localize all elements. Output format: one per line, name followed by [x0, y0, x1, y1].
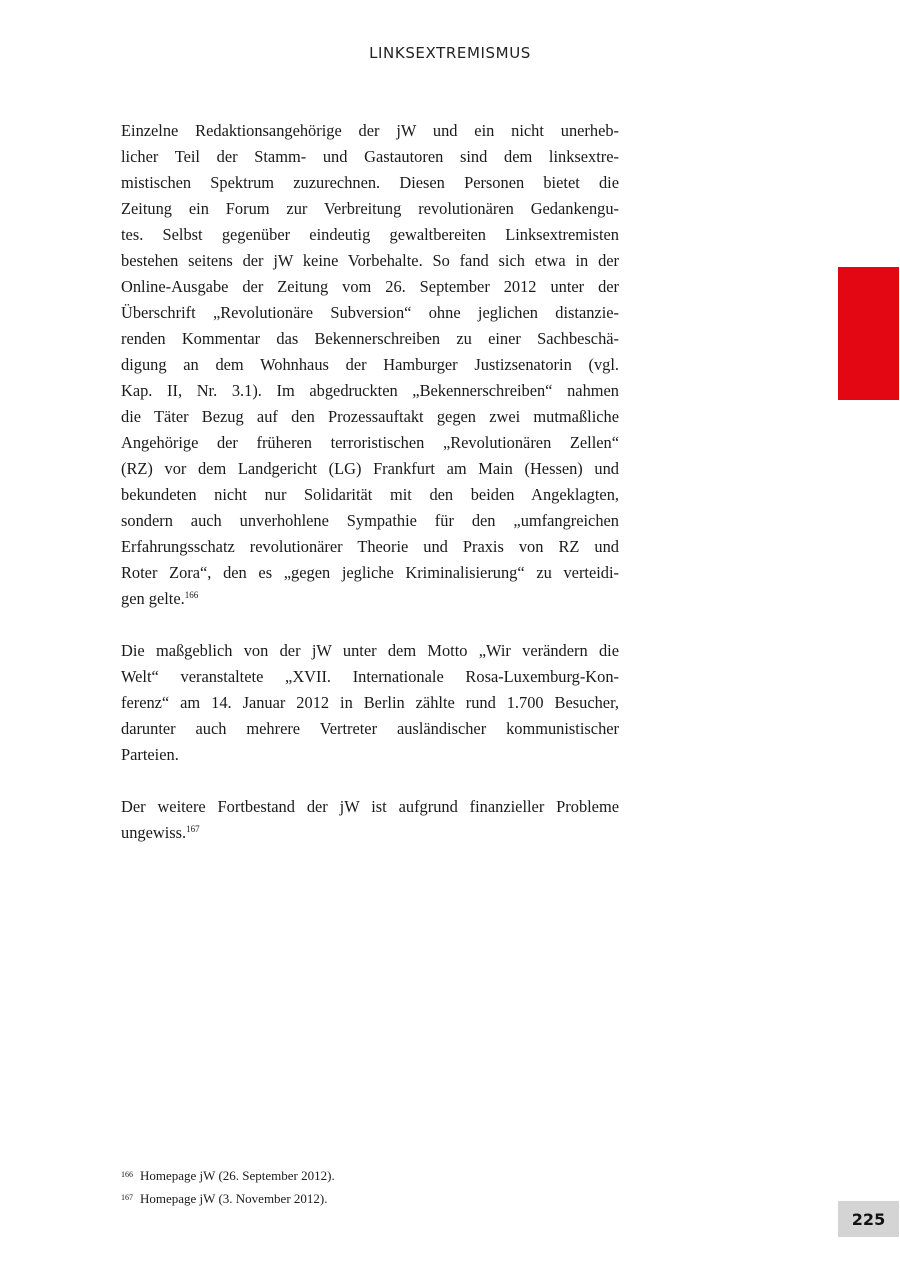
- footnote-text: Homepage jW (26. September 2012).: [140, 1168, 335, 1183]
- text-line: [121, 820, 619, 846]
- body-text: [121, 118, 619, 872]
- text-line: Welt“ veranstaltete „XVII. Internationale Rosa-Luxemburg-Kon-: [121, 667, 619, 686]
- footnote-reference[interactable]: 167: [186, 824, 200, 834]
- text-line: Die maßgeblich von der jW unter dem Motto „Wir verändern die: [121, 641, 619, 660]
- paragraph-2: [121, 638, 619, 768]
- text-line: Überschrift „Revolutionäre Subversion“ ohne jeglichen distanzie-: [121, 303, 619, 322]
- text-line: [121, 586, 619, 612]
- text-line: Zeitung ein Forum zur Verbreitung revolutionären Gedankengu-: [121, 199, 619, 218]
- text-line: Roter Zora“, den es „gegen jegliche Kriminalisierung“ zu verteidi-: [121, 563, 619, 582]
- footnote-reference[interactable]: 166: [184, 590, 199, 600]
- text-line: ferenz“ am 14. Januar 2012 in Berlin zählte rund 1.700 Besucher,: [121, 693, 619, 712]
- text-line: darunter auch mehrere Vertreter ausländischer kommunistischer: [121, 719, 619, 738]
- text-line: licher Teil der Stamm- und Gastautoren sind dem linksextre-: [121, 147, 619, 166]
- text-line: Erfahrungsschatz revolutionärer Theorie und Praxis von RZ und: [121, 537, 619, 556]
- text-line: Kap. II, Nr. 3.1). Im abgedruckten „Bekennerschreiben“ nahmen: [121, 381, 619, 400]
- text-line-content: ungewiss.: [121, 823, 187, 842]
- text-line: Parteien.: [121, 745, 179, 764]
- text-line-content: gen gelte.: [121, 589, 185, 608]
- text-line: Online-Ausgabe der Zeitung vom 26. September 2012 unter der: [121, 277, 619, 296]
- text-line: mistischen Spektrum zuzurechnen. Diesen Personen bietet die: [121, 173, 619, 192]
- paragraph-1: [121, 118, 619, 612]
- text-line: die Täter Bezug auf den Prozessauftakt gegen zwei mutmaßliche: [121, 407, 619, 426]
- footnotes: [121, 1165, 621, 1211]
- running-header: LINKSEXTREMISMUS: [369, 44, 531, 62]
- paragraph-3: [121, 794, 619, 846]
- footnote-166: [121, 1165, 621, 1188]
- text-line: Angehörige der früheren terroristischen „Revolutionären Zellen“: [121, 433, 619, 452]
- footnote-167: [121, 1188, 621, 1211]
- text-line: renden Kommentar das Bekennerschreiben zu einer Sachbeschä-: [121, 329, 619, 348]
- footnote-number: 167: [121, 1193, 133, 1202]
- text-line: Der weitere Fortbestand der jW ist aufgrund finanzieller Probleme: [121, 797, 619, 816]
- footnote-text: Homepage jW (3. November 2012).: [140, 1191, 328, 1206]
- page-number: 225: [838, 1201, 899, 1237]
- text-line: bekundeten nicht nur Solidarität mit den beiden Angeklagten,: [121, 485, 619, 504]
- text-line: Einzelne Redaktionsangehörige der jW und ein nicht unerheb-: [121, 121, 619, 140]
- footnote-number: 166: [121, 1170, 133, 1179]
- text-line: tes. Selbst gegenüber eindeutig gewaltbereiten Linksextremisten: [121, 225, 619, 244]
- text-line: digung an dem Wohnhaus der Hamburger Justizsenatorin (vgl.: [121, 355, 619, 374]
- chapter-color-tab: [838, 267, 899, 400]
- text-line: sondern auch unverhohlene Sympathie für den „umfangreichen: [121, 511, 619, 530]
- text-line: bestehen seitens der jW keine Vorbehalte. So fand sich etwa in der: [121, 251, 619, 270]
- text-line: (RZ) vor dem Landgericht (LG) Frankfurt am Main (Hessen) und: [121, 459, 619, 478]
